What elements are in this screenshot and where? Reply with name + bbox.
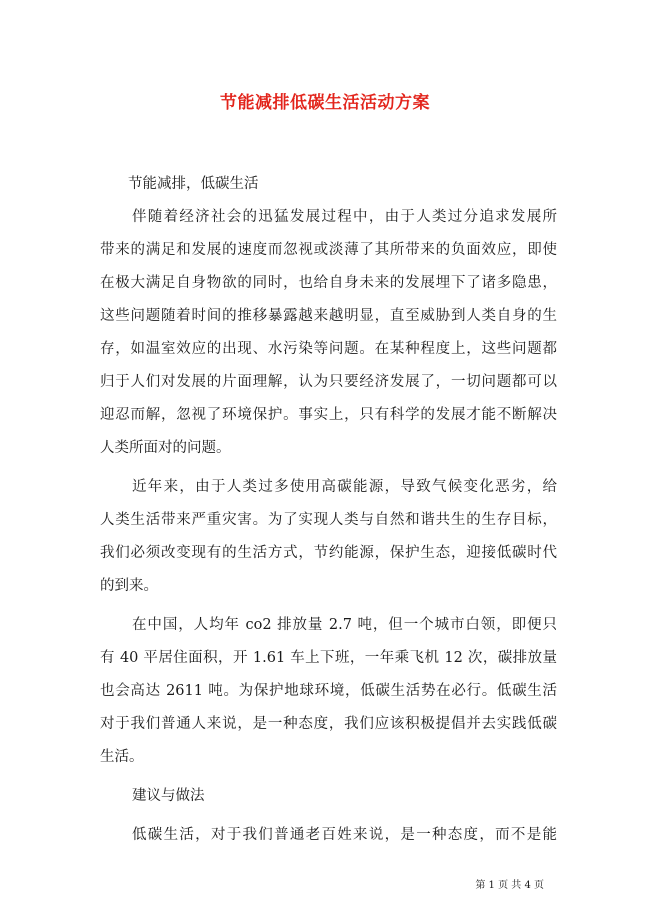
paragraph-line: 人类生活带来严重灾害。为了实现人类与自然和谐共生的生存目标， bbox=[100, 512, 557, 528]
paragraph-line: 带来的满足和发展的速度而忽视或淡薄了其所带来的负面效应，即使 bbox=[100, 242, 557, 258]
paragraph-line: 归于人们对发展的片面理解，认为只要经济发展了，一切问题都可以 bbox=[100, 374, 557, 390]
paragraph-4 bbox=[100, 819, 557, 852]
document-title: 节能减排低碳生活活动方案 bbox=[220, 93, 430, 113]
paragraph-line: 生活。 bbox=[100, 749, 144, 765]
document-body bbox=[100, 168, 557, 852]
paragraph-line: 近年来，由于人类过多使用高碳能源，导致气候变化恶劣，给 bbox=[132, 479, 557, 495]
paragraph-line: 对于我们普通人来说，是一种态度，我们应该积极提倡并去实践低碳 bbox=[100, 716, 557, 732]
paragraph-line: 在中国，人均年 co2 排放量 2.7 吨，但一个城市白领，即便只 bbox=[132, 617, 557, 633]
paragraph-2 bbox=[100, 471, 557, 603]
paragraph-line: 在极大满足自身物欲的同时，也给自身未来的发展埋下了诸多隐患， bbox=[100, 275, 557, 291]
paragraph-line: 低碳生活，对于我们普通老百姓来说，是一种态度，而不是能 bbox=[132, 827, 557, 843]
paragraph-line: 的到来。 bbox=[100, 578, 158, 594]
paragraph-line: 伴随着经济社会的迅猛发展过程中，由于人类过分追求发展所 bbox=[132, 209, 557, 225]
subtitle: 节能减排，低碳生活 bbox=[128, 176, 259, 192]
page-number: 第 1 页 共 4 页 bbox=[475, 880, 544, 891]
paragraph-line: 存，如温室效应的出现、水污染等问题。在某种程度上，这些问题都 bbox=[100, 341, 557, 357]
paragraph-3 bbox=[100, 609, 557, 774]
paragraph-line: 这些问题随着时间的推移暴露越来越明显，直至威胁到人类自身的生 bbox=[100, 308, 557, 324]
paragraph-line: 有 40 平居住面积，开 1.61 车上下班，一年乘飞机 12 次，碳排放量 bbox=[100, 650, 557, 666]
paragraph-line: 人类所面对的问题。 bbox=[100, 440, 231, 456]
paragraph-1 bbox=[100, 201, 557, 465]
paragraph-line: 迎忍而解，忽视了环境保护。事实上，只有科学的发展才能不断解决 bbox=[100, 407, 557, 423]
section-heading: 建议与做法 bbox=[132, 788, 205, 804]
paragraph-line: 也会高达 2611 吨。为保护地球环境，低碳生活势在必行。低碳生活 bbox=[100, 683, 557, 699]
paragraph-line: 我们必须改变现有的生活方式，节约能源，保护生态，迎接低碳时代 bbox=[100, 545, 557, 561]
